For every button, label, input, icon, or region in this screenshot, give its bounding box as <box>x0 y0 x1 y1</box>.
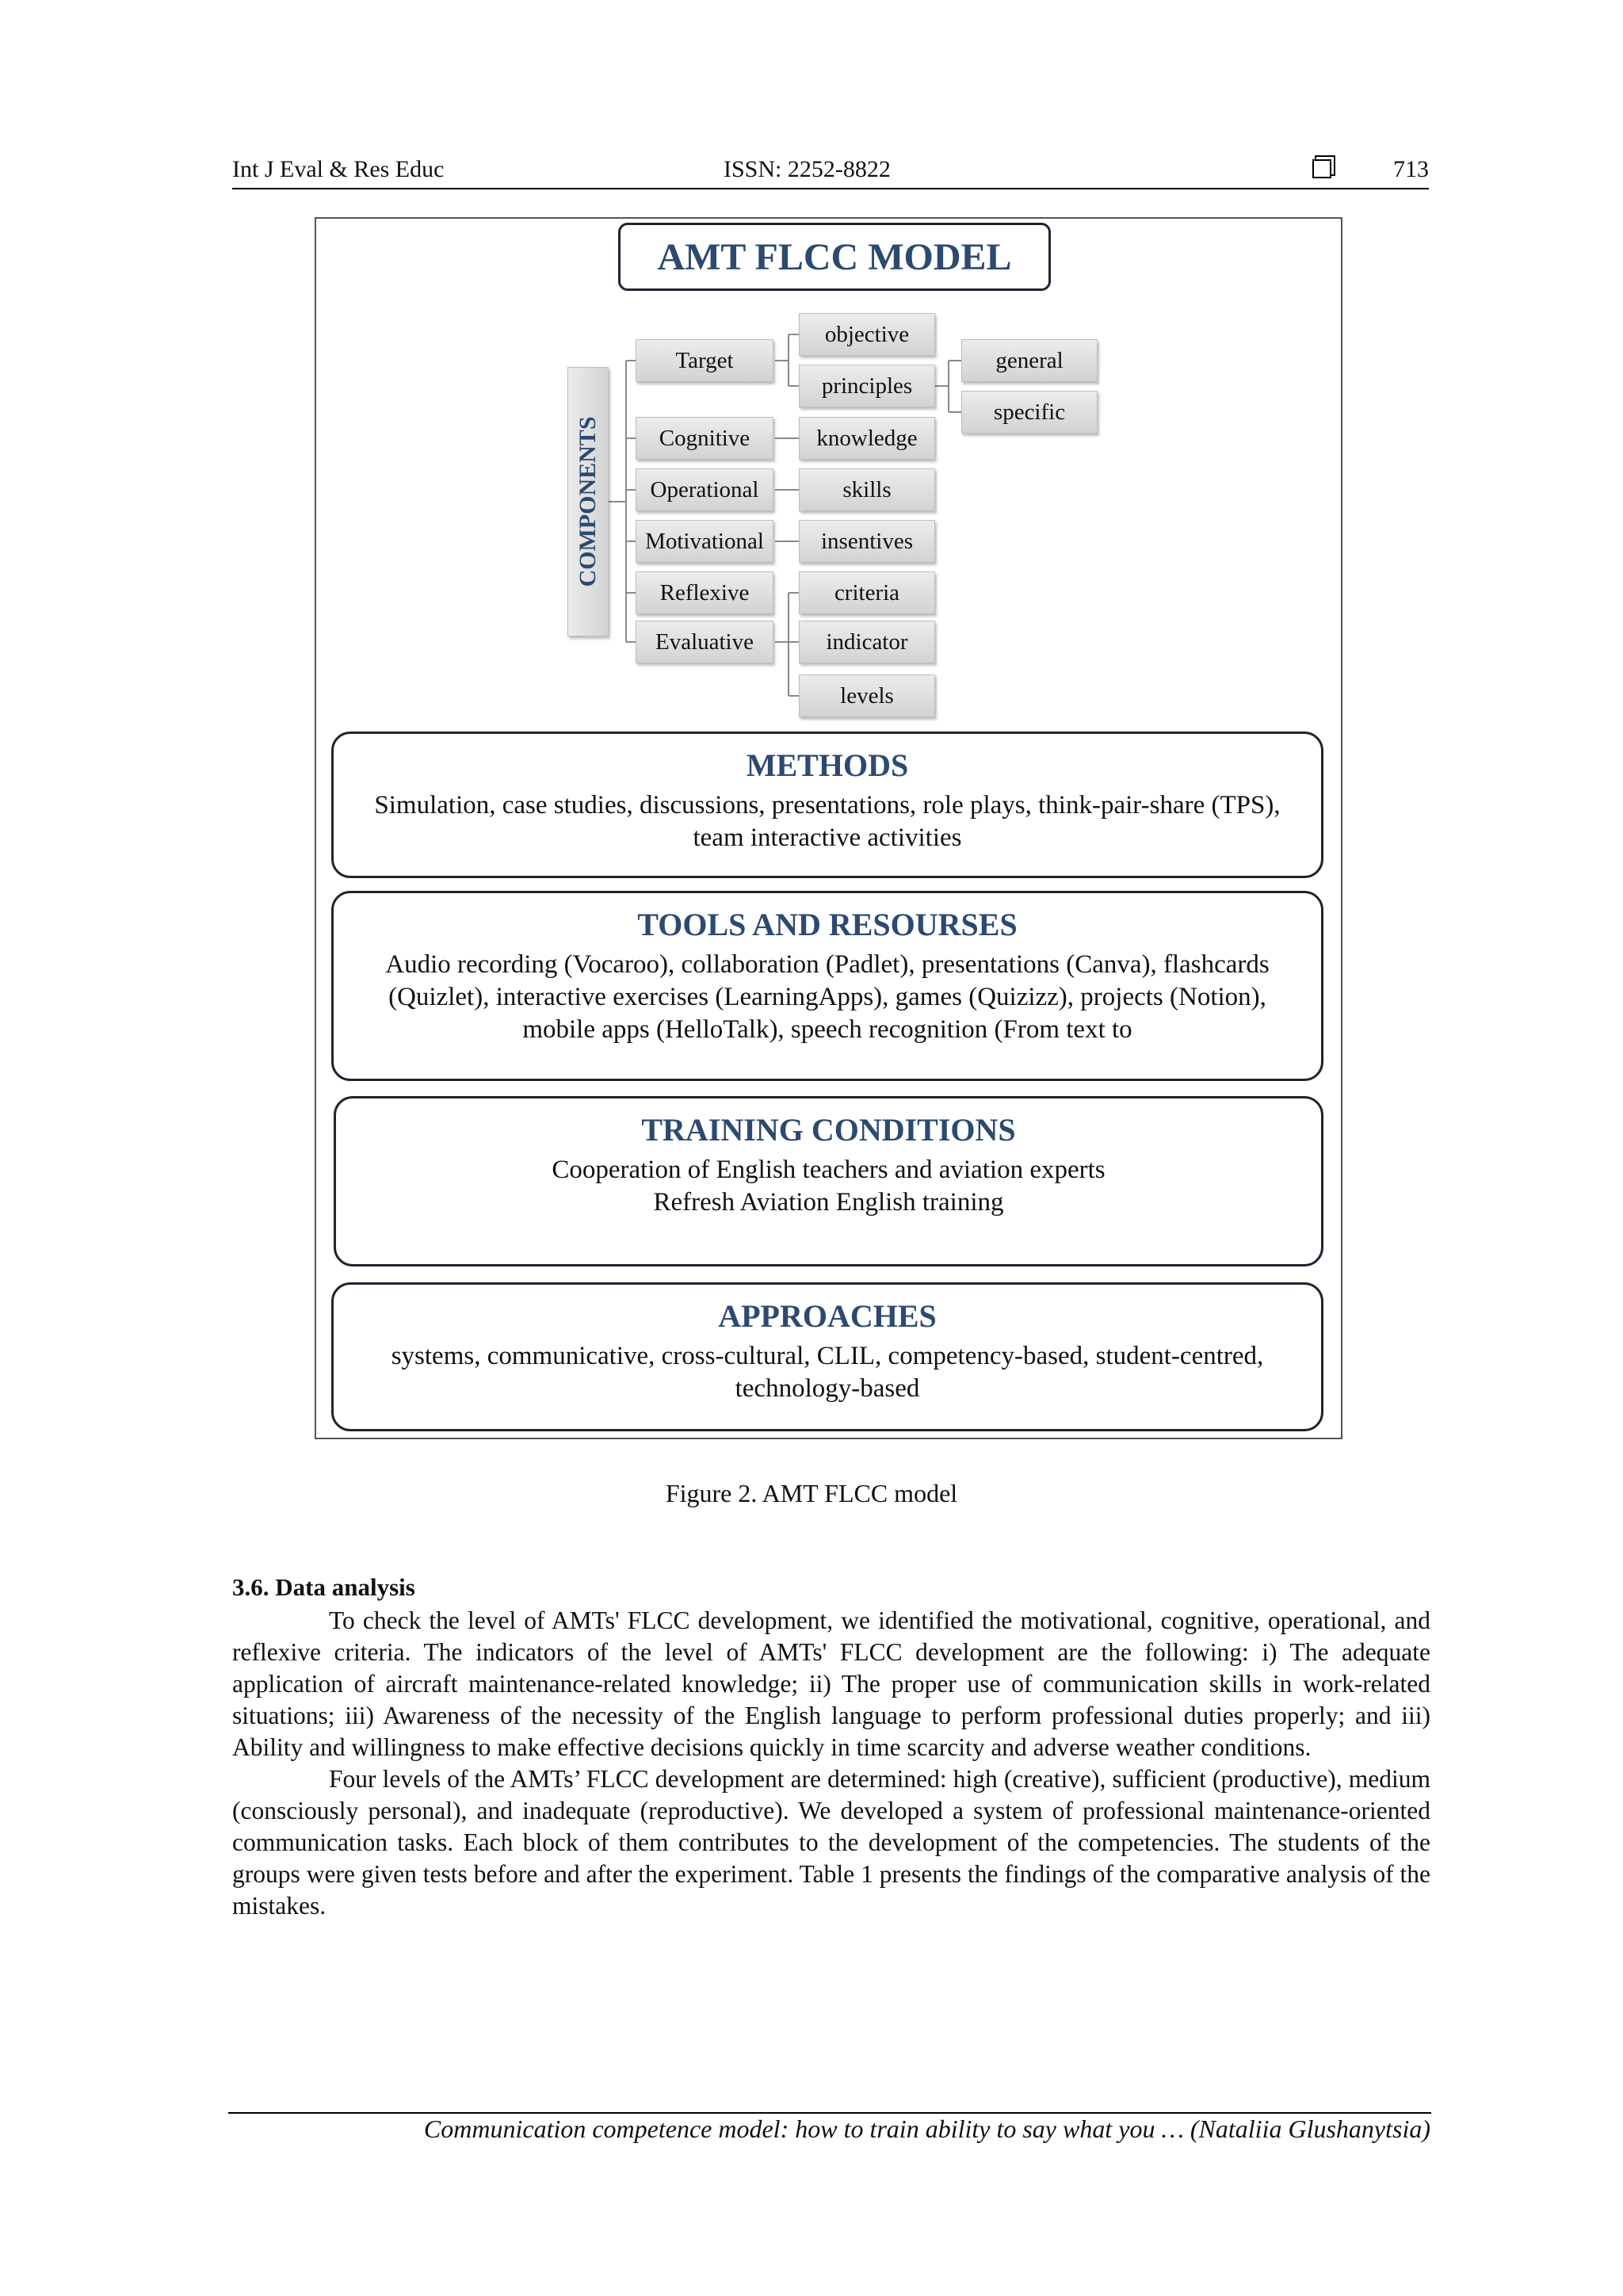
item-indicator: indicator <box>799 621 935 663</box>
methods-text: Simulation, case studies, discussions, presentations, role plays, think-pair-share (TPS), team interactive activities <box>374 791 1281 852</box>
item-general: general <box>961 339 1098 382</box>
component-operational: Operational <box>636 468 773 511</box>
paragraph-2: Four levels of the AMTs’ FLCC development are determined: high (creative), sufficient (productive), medium (consciously personal), and inadequate (reproductive). We developed a system of professional maintenance-oriented communication tasks. Each block of them contributes to the development of the competencies. The students of the groups were given tests before and after the experiment. Table 1 presents the findings of the comparative analysis of the mistakes. <box>232 1765 1430 1920</box>
approaches-panel <box>331 1282 1323 1431</box>
item-principles: principles <box>799 365 935 407</box>
approaches-text: systems, communicative, cross-cultural, CLIL, competency-based, student-centred, technology-based <box>391 1342 1264 1403</box>
component-evaluative: Evaluative <box>636 621 773 663</box>
component-reflexive: Reflexive <box>636 571 773 614</box>
components-bar <box>567 367 609 636</box>
item-criteria: criteria <box>799 571 935 614</box>
running-footer: Communication competence model: how to train ability to say what you … (Nataliia Glushanytsia) <box>423 2115 1430 2143</box>
model-title: AMT FLCC MODEL <box>618 223 1051 291</box>
training-line-1: Cooperation of English teachers and aviation experts <box>552 1156 1106 1184</box>
footer-rule <box>228 2112 1431 2114</box>
component-cognitive: Cognitive <box>636 417 773 460</box>
tools-panel <box>331 891 1323 1081</box>
figure-caption: Figure 2. AMT FLCC model <box>665 1479 958 1507</box>
journal-name: Int J Eval & Res Educ <box>232 156 445 182</box>
approaches-title: APPROACHES <box>718 1298 937 1334</box>
page-number: 713 <box>1393 156 1429 182</box>
training-panel <box>334 1096 1323 1266</box>
methods-title: METHODS <box>746 747 909 783</box>
component-motivational: Motivational <box>636 520 773 563</box>
item-insentives: insentives <box>799 520 935 563</box>
item-objective: objective <box>799 313 935 356</box>
item-skills: skills <box>799 468 935 511</box>
components-label: COMPONENTS <box>575 416 601 587</box>
training-line-2: Refresh Aviation English training <box>653 1188 1004 1217</box>
methods-panel <box>331 732 1323 878</box>
tools-title: TOOLS AND RESOURSES <box>637 907 1018 942</box>
training-text <box>336 1154 1321 1219</box>
item-levels: levels <box>799 674 935 717</box>
section-body <box>232 1605 1430 1922</box>
training-title: TRAINING CONDITIONS <box>641 1112 1016 1148</box>
item-specific: specific <box>961 391 1098 434</box>
section-heading: 3.6. Data analysis <box>232 1573 415 1601</box>
component-target: Target <box>636 339 773 382</box>
issn: ISSN: 2252-8822 <box>724 156 891 182</box>
tools-text: Audio recording (Vocaroo), collaboration (Padlet), presentations (Canva), flashcards (Quizlet), interactive exercises (LearningApps), games (Quizizz), projects (Notion), mobile apps (HelloTalk), speech recognition (From text to <box>385 950 1270 1044</box>
paragraph-1: To check the level of AMTs' FLCC development, we identified the motivational, cognitive, operational, and reflexive criteria. The indicators of the level of AMTs' FLCC development are the following: i) The adequate application of aircraft maintenance-related knowledge; ii) The proper use of communication skills in work-related situations; iii) Awareness of the necessity of the English language to perform professional duties properly; and iii) Ability and willingness to make effective decisions quickly in time scarcity and adverse weather conditions. <box>232 1606 1430 1761</box>
item-knowledge: knowledge <box>799 417 935 460</box>
